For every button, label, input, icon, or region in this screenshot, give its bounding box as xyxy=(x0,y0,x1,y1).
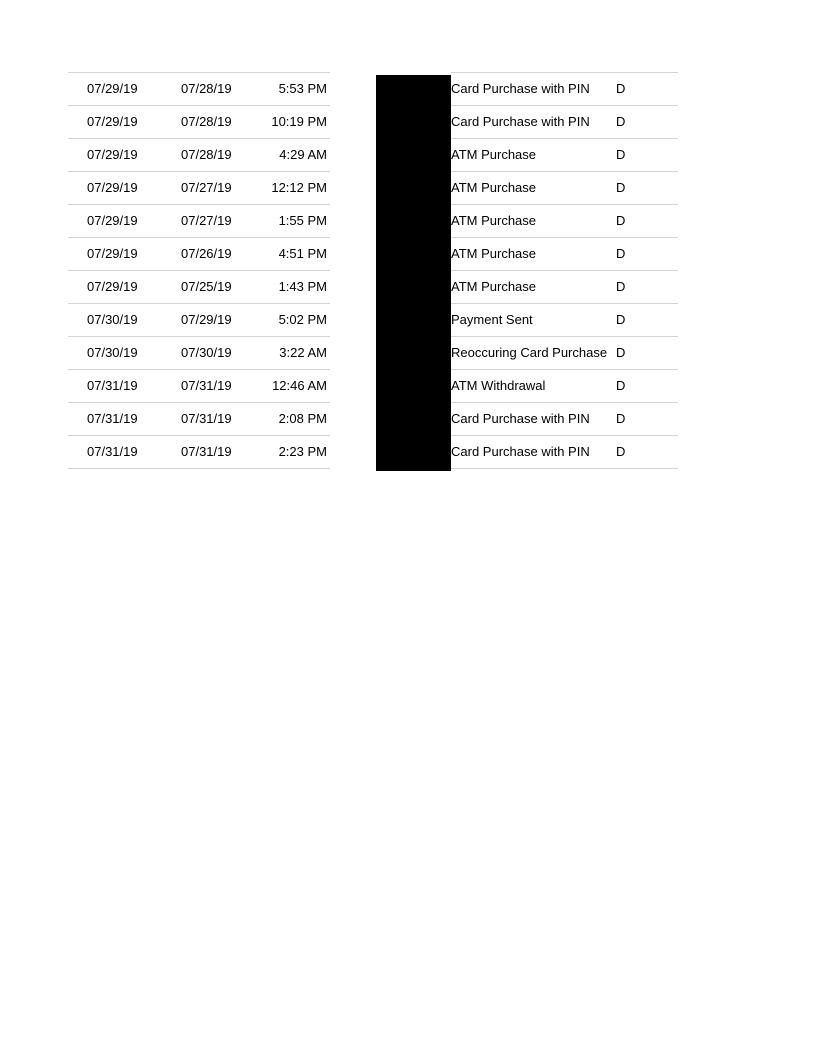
transaction-date-cell: 07/28/19 xyxy=(181,147,232,162)
transaction-time-cell: 5:02 PM xyxy=(278,312,327,327)
type-cell: D xyxy=(616,444,626,459)
row-rule-right xyxy=(451,171,678,172)
row-rule-right xyxy=(451,204,678,205)
description-cell: ATM Purchase xyxy=(451,147,537,162)
row-rule-right xyxy=(451,435,678,436)
description-cell: ATM Purchase xyxy=(451,246,537,261)
transaction-time-cell: 10:19 PM xyxy=(271,114,327,129)
posted-date-cell: 07/29/19 xyxy=(87,114,138,129)
transaction-time-cell: 3:22 AM xyxy=(279,345,327,360)
description-cell: ATM Withdrawal xyxy=(451,378,546,393)
transaction-time-cell: 1:55 PM xyxy=(278,213,327,228)
description-cell: ATM Purchase xyxy=(451,180,537,195)
transaction-date-cell: 07/28/19 xyxy=(181,81,232,96)
type-cell: D xyxy=(616,213,626,228)
type-cell: D xyxy=(616,246,626,261)
table-bottom-rule-left xyxy=(68,468,330,469)
description-cell: Card Purchase with PIN xyxy=(451,114,590,129)
transaction-time-cell: 5:53 PM xyxy=(278,81,327,96)
row-rule-right xyxy=(451,336,678,337)
table-bottom-rule-right xyxy=(451,468,678,469)
transaction-time-cell: 2:23 PM xyxy=(278,444,327,459)
posted-date-cell: 07/29/19 xyxy=(87,213,138,228)
row-rule-left xyxy=(68,171,330,172)
transaction-date-cell: 07/25/19 xyxy=(181,279,232,294)
row-rule-left xyxy=(68,105,330,106)
row-rule-left xyxy=(68,402,330,403)
transaction-date-cell: 07/27/19 xyxy=(181,180,232,195)
posted-date-cell: 07/29/19 xyxy=(87,246,138,261)
redacted-amount-column xyxy=(376,75,451,471)
transaction-time-cell: 12:46 AM xyxy=(272,378,327,393)
row-rule-left xyxy=(68,435,330,436)
posted-date-cell: 07/29/19 xyxy=(87,180,138,195)
transaction-time-cell: 2:08 PM xyxy=(278,411,327,426)
description-cell: Card Purchase with PIN xyxy=(451,411,590,426)
type-cell: D xyxy=(616,180,626,195)
description-cell: ATM Purchase xyxy=(451,213,537,228)
posted-date-cell: 07/31/19 xyxy=(87,411,138,426)
row-rule-right xyxy=(451,237,678,238)
type-cell: D xyxy=(616,312,626,327)
transaction-time-cell: 1:43 PM xyxy=(278,279,327,294)
row-rule-right xyxy=(451,270,678,271)
transaction-time-cell: 4:51 PM xyxy=(278,246,327,261)
description-cell: Card Purchase with PIN xyxy=(451,444,590,459)
transaction-date-cell: 07/27/19 xyxy=(181,213,232,228)
row-rule-right xyxy=(451,138,678,139)
posted-date-cell: 07/29/19 xyxy=(87,279,138,294)
description-cell: ATM Purchase xyxy=(451,279,537,294)
transaction-date-cell: 07/31/19 xyxy=(181,444,232,459)
row-rule-right xyxy=(451,72,678,73)
transaction-date-cell: 07/28/19 xyxy=(181,114,232,129)
row-rule-left xyxy=(68,138,330,139)
row-rule-left xyxy=(68,72,330,73)
transaction-date-cell: 07/31/19 xyxy=(181,378,232,393)
description-cell: Card Purchase with PIN xyxy=(451,81,590,96)
description-cell: Payment Sent xyxy=(451,312,533,327)
type-cell: D xyxy=(616,81,626,96)
row-rule-right xyxy=(451,369,678,370)
posted-date-cell: 07/31/19 xyxy=(87,378,138,393)
row-rule-right xyxy=(451,105,678,106)
type-cell: D xyxy=(616,279,626,294)
row-rule-right xyxy=(451,402,678,403)
description-cell: Reoccuring Card Purchase xyxy=(451,345,608,360)
transaction-date-cell: 07/30/19 xyxy=(181,345,232,360)
row-rule-right xyxy=(451,303,678,304)
row-rule-left xyxy=(68,237,330,238)
posted-date-cell: 07/29/19 xyxy=(87,147,138,162)
row-rule-left xyxy=(68,204,330,205)
row-rule-left xyxy=(68,336,330,337)
transaction-date-cell: 07/31/19 xyxy=(181,411,232,426)
posted-date-cell: 07/30/19 xyxy=(87,345,138,360)
row-rule-left xyxy=(68,303,330,304)
type-cell: D xyxy=(616,411,626,426)
type-cell: D xyxy=(616,114,626,129)
type-cell: D xyxy=(616,147,626,162)
transaction-date-cell: 07/26/19 xyxy=(181,246,232,261)
type-cell: D xyxy=(616,345,626,360)
posted-date-cell: 07/31/19 xyxy=(87,444,138,459)
posted-date-cell: 07/29/19 xyxy=(87,81,138,96)
transaction-time-cell: 4:29 AM xyxy=(279,147,327,162)
row-rule-left xyxy=(68,369,330,370)
transaction-time-cell: 12:12 PM xyxy=(271,180,327,195)
row-rule-left xyxy=(68,270,330,271)
transaction-date-cell: 07/29/19 xyxy=(181,312,232,327)
type-cell: D xyxy=(616,378,626,393)
posted-date-cell: 07/30/19 xyxy=(87,312,138,327)
